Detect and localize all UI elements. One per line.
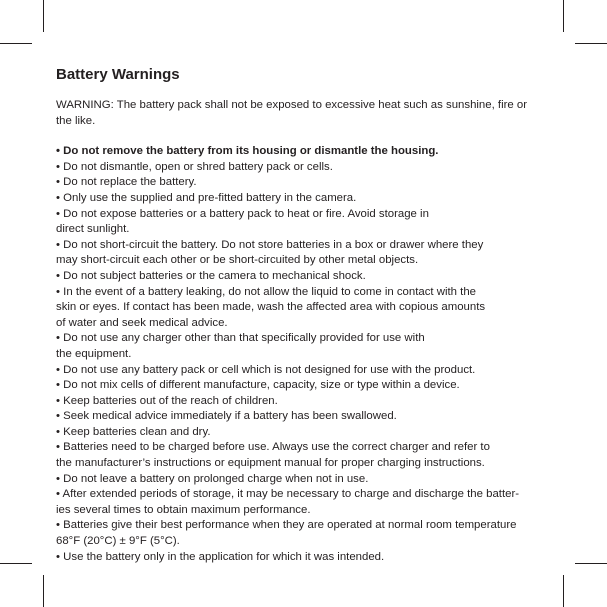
crop-mark-bottom-right-horizontal	[575, 563, 607, 564]
list-item: • Do not replace the battery.	[56, 176, 197, 189]
list-item: • In the event of a battery leaking, do not allow the liquid to come in contact with the skin or eyes. If contact has been made, wash the affected area with copious amounts of water and seek medical advice.	[56, 285, 486, 329]
list-item: • Batteries give their best performance when they are operated at normal room temperature 68°F (20°C) ± 9°F (5°C).	[56, 519, 517, 548]
list-item: • Do not use any battery pack or cell which is not designed for use with the product.	[56, 363, 476, 376]
list-item: • Do not expose batteries or a battery pack to heat or fire. Avoid storage in direct sunlight.	[56, 207, 429, 236]
crop-mark-bottom-right-vertical	[563, 575, 564, 607]
list-item: • Keep batteries clean and dry.	[56, 425, 211, 438]
warning-list	[56, 144, 538, 565]
crop-mark-top-left-horizontal	[0, 43, 32, 44]
crop-mark-top-right-vertical	[563, 0, 564, 32]
crop-mark-top-right-horizontal	[575, 43, 607, 44]
list-item: • After extended periods of storage, it may be necessary to charge and discharge the batter- ies several times to obtain maximum performance.	[56, 488, 520, 516]
list-item: • Do not mix cells of different manufacture, capacity, size or type within a device.	[56, 379, 460, 392]
list-item: • Only use the supplied and pre-fitted battery in the camera.	[56, 191, 357, 204]
list-item: • Do not use any charger other than that specifically provided for use with the equipment.	[56, 332, 425, 360]
list-item: • Do not leave a battery on prolonged charge when not in use.	[56, 472, 369, 485]
list-item: • Do not remove the battery from its housing or dismantle the housing.	[56, 145, 439, 158]
list-item: • Use the battery only in the application for which it was intended.	[56, 550, 385, 563]
crop-mark-bottom-left-vertical	[43, 575, 44, 607]
crop-mark-bottom-left-horizontal	[0, 563, 32, 564]
list-item: • Batteries need to be charged before use. Always use the correct charger and refer to the manufacturer’s instructions or equipment manual for proper charging instructions.	[56, 441, 490, 470]
list-item: • Seek medical advice immediately if a battery has been swallowed.	[56, 410, 397, 423]
warning-paragraph: WARNING: The battery pack shall not be exposed to excessive heat such as sunshine, fire or the like.	[56, 99, 528, 127]
list-item: • Keep batteries out of the reach of children.	[56, 394, 278, 407]
page-title: Battery Warnings	[56, 66, 180, 83]
list-item: • Do not short-circuit the battery. Do not store batteries in a box or drawer where they may short-circuit each other or be short-circuited by other metal objects.	[56, 238, 484, 267]
document-content	[56, 66, 538, 565]
list-item: • Do not dismantle, open or shred battery pack or cells.	[56, 160, 333, 173]
crop-mark-top-left-vertical	[43, 0, 44, 32]
list-item: • Do not subject batteries or the camera to mechanical shock.	[56, 269, 366, 282]
